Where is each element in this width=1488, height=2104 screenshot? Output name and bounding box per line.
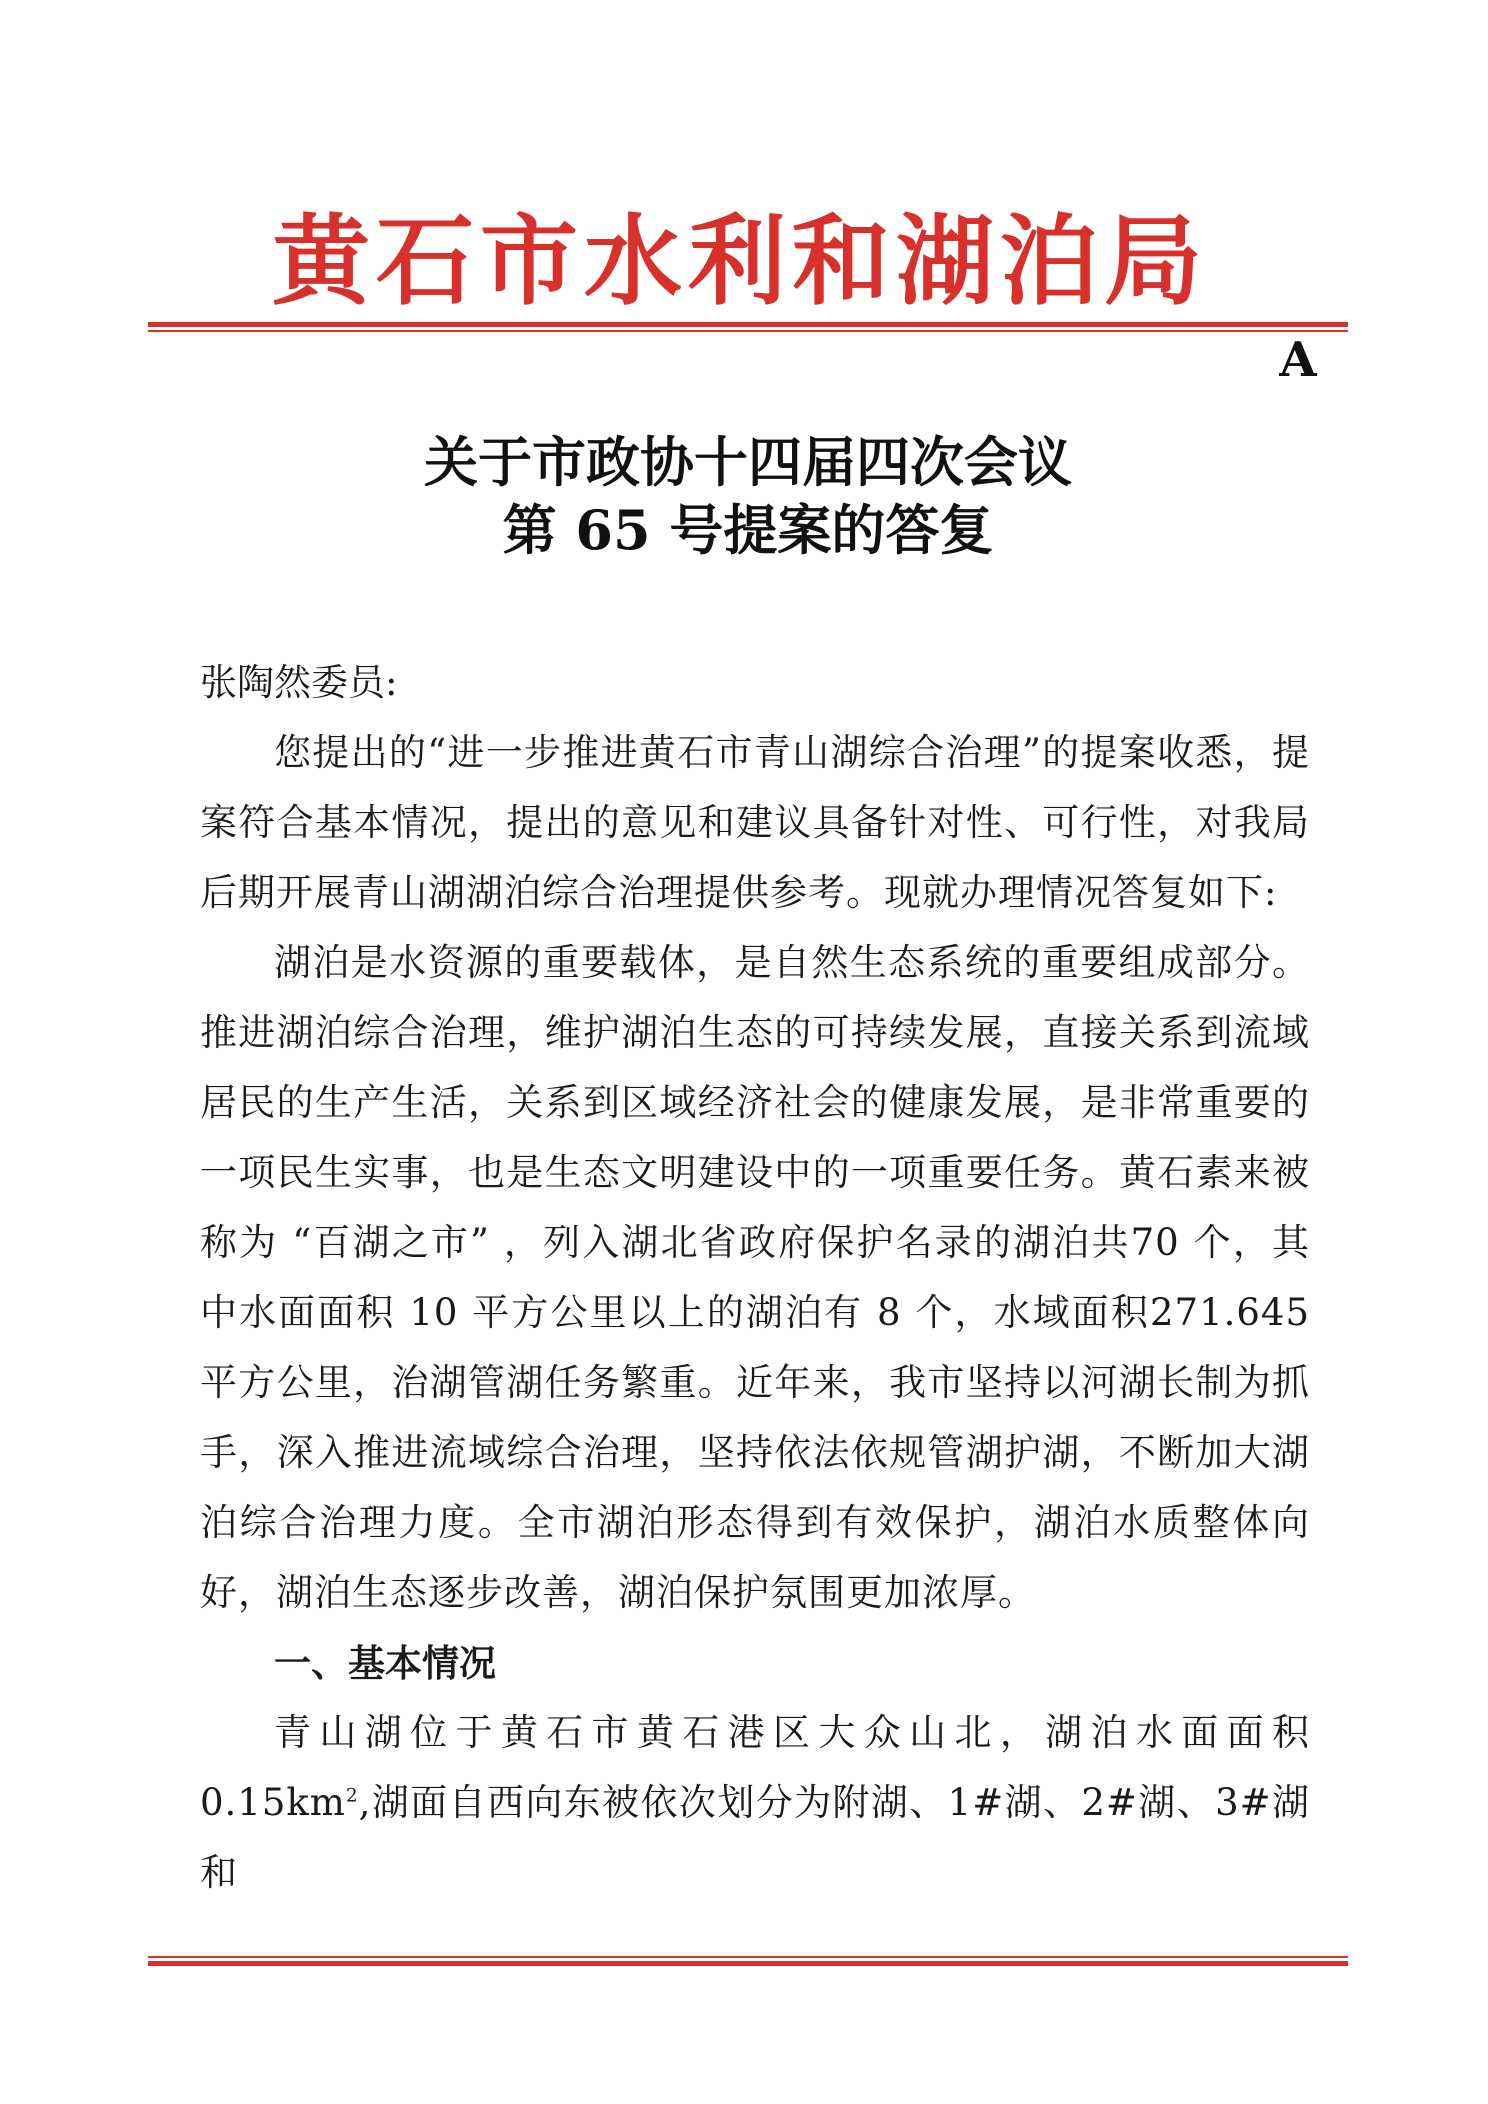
document-title-line-1: 关于市政协十四届四次会议 (424, 430, 1072, 494)
salutation: 张陶然委员: (200, 661, 398, 704)
footer-rule-thick (148, 1961, 1348, 1966)
copy-classification-mark: A (1279, 332, 1317, 388)
paragraph-acknowledgement: 您提出的“进一步推进黄石市青山湖综合治理”的提案收悉，提案符合基本情况，提出的意见和建议具备针对性、可行性，对我局后期开展青山湖湖泊综合治理提供参考。现就办理情况答复如下: (200, 731, 1310, 914)
header-rule-thick (148, 322, 1348, 327)
header-red-rule (148, 322, 1348, 332)
header-rule-thin (148, 330, 1348, 332)
qingshan-lake-text-part-1: 青山湖位于黄石市黄石港区大众山北，湖泊水面面积0.15km (200, 1711, 1310, 1824)
document-body (200, 648, 1310, 1908)
qingshan-lake-text-part-2: ,湖面自西向东被依次划分为附湖、1#湖、2#湖、3#湖和 (200, 1781, 1310, 1894)
footer-rule-thin (148, 1956, 1348, 1958)
document-title (148, 428, 1348, 564)
paragraph-lake-overview: 湖泊是水资源的重要载体，是自然生态系统的重要组成部分。推进湖泊综合治理，维护湖泊生态的可持续发展，直接关系到流域居民的生产生活，关系到区域经济社会的健康发展，是非常重要的一项民生实事，也是生态文明建设中的一项重要任务。黄石素来被称为 “百湖之市” ，列入湖北省政府保护名录的湖泊共70 个，其中水面面积 10 平方公里以上的湖泊有 8 个，水域面积271.645 平方公里，治湖管湖任务繁重。近年来，我市坚持以河湖长制为抓手，深入推进流域综合治理，坚持依法依规管湖护湖，不断加大湖泊综合治理力度。全市湖泊形态得到有效保护，湖泊水质整体向好，湖泊生态逐步改善，湖泊保护氛围更加浓厚。 (200, 941, 1310, 1614)
paragraph-qingshan-lake (200, 1698, 1310, 1908)
agency-header-title: 黄石市水利和湖泊局 (271, 204, 1208, 319)
area-unit-superscript: 2 (345, 1785, 359, 1807)
footer-red-rule (148, 1956, 1348, 1966)
document-title-line-2: 第 65 号提案的答复 (502, 498, 994, 562)
section-heading-basic-situation: 一、基本情况 (274, 1641, 496, 1685)
